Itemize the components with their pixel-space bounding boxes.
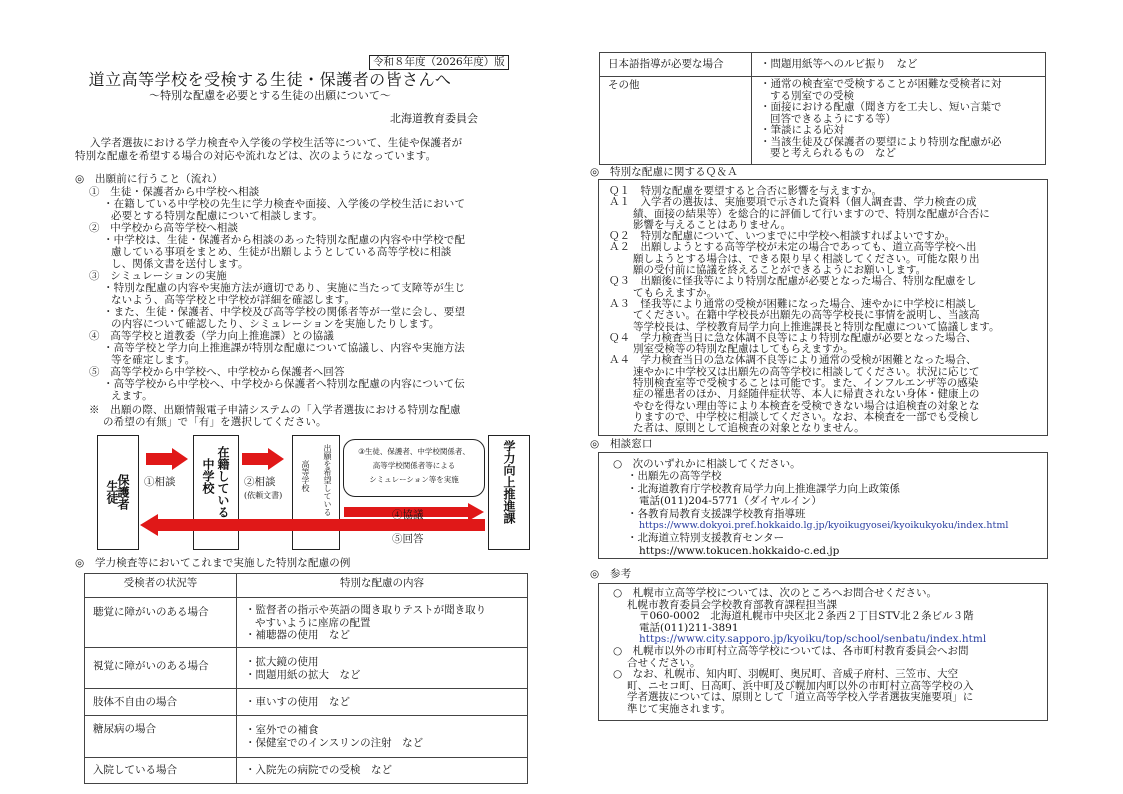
reference-line: 準じて実施されます。	[627, 702, 732, 715]
high-school-label-1: 出願を希望している	[323, 444, 332, 516]
student-parent-label-2: 生徒	[105, 480, 119, 504]
student-parent-box	[97, 435, 139, 550]
flow-line: ないよう、高等学校と中学校が詳細を確認します。	[111, 294, 356, 306]
contact-link[interactable]: https://www.dokyoi.pref.hokkaido.lg.jp/kyoikugyosei/kyoikukyoku/index.html	[639, 520, 1009, 532]
intro-line: 特別な配慮を希望する場合の対応や流れなどは、次のようになっています。	[75, 150, 437, 162]
contact-line: ・北海道教育庁学校教育局学力向上推進課学力向上政策係	[627, 482, 900, 495]
flow-note: の希望の有無」で「有」を選択してください。	[103, 416, 327, 428]
contact-heading: ◎ 相談窓口	[590, 438, 653, 450]
contact-line: ・北海道立特別支援教育センター	[627, 532, 785, 545]
qa-question: Ｑ１ 特別な配慮を要望すると合否に影響を与えますか。	[609, 185, 882, 197]
flow-step: ⑤ 高等学校から中学校へ、中学校から保護者へ回答	[89, 366, 345, 378]
reference-line: 札幌市教育委員会学校教育部教育課程担当課	[627, 598, 837, 611]
table-row: 糖尿病の場合 ・室外での補食 ・保健室でのインスリンの注射 など	[85, 716, 528, 758]
discuss-label: ④協議	[392, 509, 424, 521]
middle-school-label-1: 在籍している	[216, 446, 230, 518]
qa-question: Ｑ４ 学力検査当日に急な体調不良等により特別な配慮が必要となった場合、	[609, 331, 977, 344]
qa-answer: 特別検査室等で受検することは可能です。また、インフルエンザ等の感染	[633, 377, 979, 390]
reference-line: ○ 札幌市立高等学校については、次のところへお問合せください。	[613, 587, 937, 599]
table-row: 聴覚に障がいのある場合 ・監督者の指示や英語の聞き取りテストが聞き取り やすいように座席の配置 ・補聴器の使用 など	[85, 598, 528, 648]
qa-answer: 症の罹患者のほか、月経随伴症状等、本人に帰責されない身体・健康上の	[633, 388, 980, 401]
reference-heading: ◎ 参考	[590, 568, 632, 580]
qa-answer: 績、面接の結果等）を総合的に評価して行いますので、特別な配慮が合否に	[633, 207, 990, 220]
qa-answer: た者は、原則として追検査の対象となりません。	[633, 422, 865, 435]
flow-line: ・高等学校と学力向上推進課が特別な配慮について協議し、内容や実施方法	[103, 342, 465, 354]
contact-line: ・出願先の高等学校	[627, 470, 722, 483]
simulation-line: ③生徒、保護者、中学校関係者、	[358, 447, 470, 456]
flow-line: の内容について確認したり、シミュレーションを実施したりします。	[111, 318, 440, 330]
edition-badge: 令和８年度（2026年度）版	[369, 55, 509, 70]
flow-line: 等を確定します。	[111, 354, 196, 366]
contact-phone: 電話(011)204-5771（ダイヤルイン）	[639, 495, 822, 508]
middle-school-label-2: 中学校	[201, 458, 215, 494]
table-row: 入院している場合 ・入院先の病院での受検 など	[85, 758, 528, 784]
page-subtitle: ～特別な配慮を必要とする生徒の出願について～	[149, 89, 391, 102]
examples-heading: ◎ 学力検査等においてこれまで実施した特別な配慮の例	[75, 557, 351, 569]
reference-line: ○ 札幌市以外の市町村立高等学校については、各市町村教育委員会へお問	[613, 644, 969, 657]
issuer: 北海道教育委員会	[390, 112, 478, 125]
flow-step: ③ シミュレーションの実施	[89, 270, 227, 282]
simulation-callout	[343, 439, 485, 497]
flow-line: 慮している事項をまとめ、生徒が出願しようとしている高等学校に相談	[111, 246, 452, 258]
qa-question: 別室受検等の特別な配慮はしてもらえますか。	[633, 343, 854, 356]
bureau-box	[488, 435, 530, 550]
table-row: 視覚に障がいのある場合 ・拡大鏡の使用 ・問題用紙の拡大 など	[85, 648, 528, 689]
flow-step: ④ 高等学校と道教委（学力向上推進課）との協議	[89, 330, 334, 342]
flow-line: し、関係文書を送付します。	[111, 258, 249, 270]
qa-answer: やむを得ない理由等により本検査を受検できない場合は追検査の対象とな	[633, 399, 980, 412]
flow-line: ・特別な配慮の内容や実施方法が適切であり、実施に当たって支障等が生じ	[103, 282, 466, 294]
consult-2-note: (依頼文書)	[244, 491, 283, 500]
flow-line: ・高等学校から中学校へ、中学校から保護者へ特別な配慮の内容について伝	[103, 378, 465, 390]
intro-line: 入学者選抜における学力検査や入学後の学校生活等について、生徒や保護者が	[90, 137, 463, 149]
qa-answer: 願の受付前に協議を終えることができるようにお願いします。	[633, 264, 927, 277]
examples-table-right	[599, 52, 1046, 165]
reference-phone: 電話(011)211-3891	[639, 621, 739, 634]
contact-line: ○ 次のいずれかに相談してください。	[613, 458, 801, 470]
flow-line: 必要とする特別な配慮について相談します。	[111, 210, 323, 222]
qa-answer: 速やかに中学校又は出願先の高等学校に相談してください。状況に応じて	[633, 365, 980, 378]
examples-table-left	[84, 573, 528, 784]
reference-line: 合せください。	[627, 656, 701, 669]
reference-line: ○ なお、札幌市、知内町、羽幌町、奥尻町、音威子府村、三笠市、大空	[613, 668, 959, 681]
reference-link[interactable]: https://www.city.sapporo.jp/kyoiku/top/school/senbatu/index.html	[639, 633, 987, 646]
reference-line: 学者選抜については、原則として「道立高等学校入学者選抜実施要項」に	[627, 691, 974, 704]
high-school-label-2: 高等学校	[301, 460, 310, 492]
contact-url: https://www.tokucen.hokkaido-c.ed.jp	[639, 544, 840, 557]
qa-answer: Ａ４ 学力検査当日の急な体調不良等により通常の受検が困難となった場合、	[609, 354, 977, 367]
table-row: 日本語指導が必要な場合 ・問題用紙等へのルビ振り など	[600, 53, 1046, 77]
flow-step: ① 生徒・保護者から中学校へ相談	[89, 186, 260, 198]
bureau-label: 学力向上推進課	[502, 440, 516, 524]
flow-line: ・中学校は、生徒・保護者から相談のあった特別な配慮の内容や中学校で配	[103, 234, 465, 246]
qa-answer: 等学校長は、学校教育局学力向上推進課長と特別な配慮について協議します。	[633, 320, 1000, 333]
page-title: 道立高等学校を受検する生徒・保護者の皆さんへ	[88, 70, 452, 89]
contact-line: ・各教育局教育支援課学校教育指導班	[627, 507, 806, 520]
col-header: 受検者の状況等	[85, 574, 237, 598]
qa-question: Ｑ２ 特別な配慮について、いつまでに中学校へ相談すればよいですか。	[609, 230, 956, 243]
reference-address: 〒060-0002 北海道札幌市中央区北２条西２丁目STV北２条ビル３階	[639, 610, 974, 623]
qa-question: てもらえますか。	[633, 286, 717, 299]
student-parent-label-1: 保護者	[116, 474, 130, 510]
qa-answer: りますので、中学校に相談してください。なお、本検査を一部でも受検し	[633, 410, 980, 423]
flow-step: ② 中学校から高等学校へ相談	[89, 222, 239, 234]
flow-line: ・在籍している中学校の先生に学力検査や面接、入学後の学校生活において	[103, 198, 466, 210]
table-row: 肢体不自由の場合 ・車いすの使用 など	[85, 689, 528, 716]
simulation-line: 高等学校関係者等による	[372, 461, 456, 470]
flow-note: ※ 出願の際、出願情報電子申請システムの「入学者選抜における特別な配慮	[89, 404, 461, 416]
flow-line: えます。	[111, 390, 153, 402]
arrow-right-icon	[146, 448, 190, 470]
flow-heading: ◎ 出願前に行うこと（流れ）	[75, 173, 223, 185]
table-row: その他 ・通常の検査室で受検することが困難な受検者に対 する別室での受検 ・面接における配慮（聞き方を工夫し、短い言葉で 回答できるようにする等） ・筆談による応対 ・当該生徒及び保護者の要望により特別な配慮が必 要と考えられるもの など	[600, 77, 1046, 165]
consult-2-label: ②相談	[244, 476, 276, 488]
qa-box	[598, 179, 1048, 436]
qa-answer: Ａ２ 出願しようとする高等学校が未定の場合であっても、道立高等学校へ出	[609, 241, 977, 254]
arrow-left-icon	[140, 514, 485, 536]
consult-1-label: ①相談	[144, 476, 176, 488]
contact-box	[598, 452, 1048, 559]
simulation-line: シミュレーション等を実施	[369, 475, 459, 484]
answer-label: ⑤回答	[392, 533, 424, 545]
qa-answer: Ａ１ 入学者の選抜は、実施要項で示された資料（個人調査書、学力検査の成	[609, 196, 977, 209]
qa-answer: 影響を与えることはありません。	[633, 218, 792, 231]
qa-question: Ｑ３ 出願後に怪我等により特別な配慮が必要となった場合、特別な配慮をし	[609, 275, 977, 288]
reference-line: 町、ニセコ町、日高町、浜中町及び幌加内町以外の市町村立高等学校の入	[627, 679, 974, 692]
qa-answer: 願しようとする場合は、できる限り早く相談してください。可能な限り出	[633, 252, 980, 265]
qa-answer: Ａ３ 怪我等により通常の受検が困難になった場合、速やかに中学校に相談し	[609, 297, 977, 310]
qa-answer: てください。在籍中学校長が出願先の高等学校長に事情を説明し、当該高	[633, 309, 980, 322]
reference-box	[598, 583, 1048, 721]
flow-line: ・また、生徒・保護者、中学校及び高等学校の関係者等が一堂に会し、要望	[103, 306, 466, 318]
qa-heading: ◎ 特別な配慮に関するＱ＆Ａ	[590, 166, 738, 178]
col-header: 特別な配慮の内容	[237, 574, 528, 598]
arrow-right-icon	[242, 448, 286, 470]
